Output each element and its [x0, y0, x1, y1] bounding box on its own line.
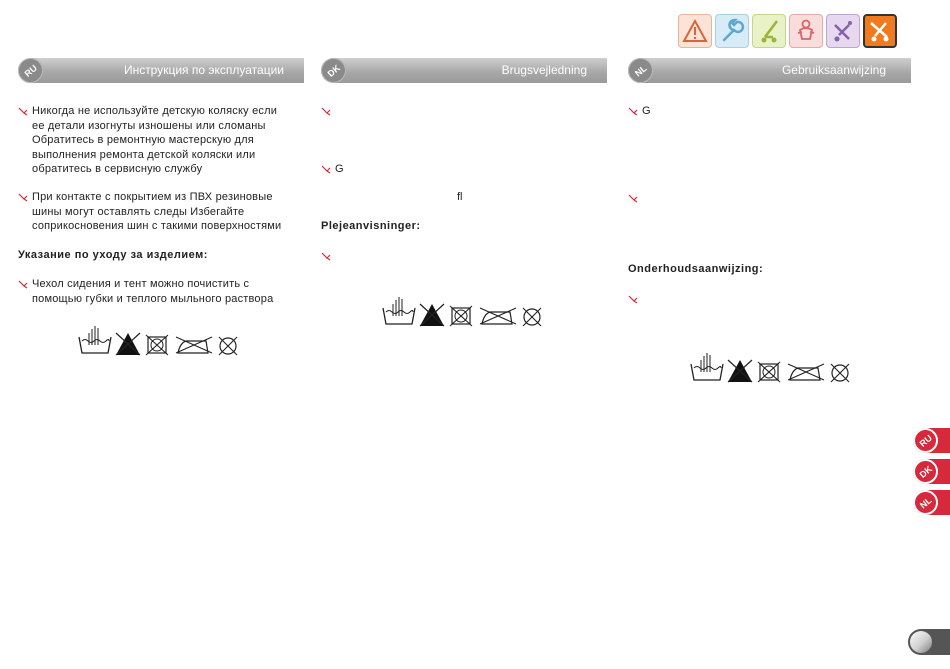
side-tab-ru-label: RU — [908, 423, 943, 458]
side-tab-dk-label: DK — [908, 454, 943, 489]
no-tumble-dry-icon — [146, 335, 168, 355]
baby-icon[interactable] — [789, 14, 823, 48]
arrow-bullet-icon — [321, 251, 331, 261]
care-icon[interactable] — [863, 14, 897, 48]
dk-care-heading: Plejeanvisninger: — [321, 220, 421, 232]
ru-care-symbols — [78, 323, 242, 357]
ru-header-title: Инструкция по эксплуатации — [123, 63, 284, 77]
arrow-bullet-icon — [321, 106, 331, 116]
no-bleach-icon — [420, 304, 444, 326]
hand-wash-icon — [691, 353, 723, 380]
dk-bullet-2 — [321, 162, 615, 177]
ru-bullet-1 — [18, 104, 322, 177]
nl-bullet-1-text: G — [642, 105, 651, 117]
arrow-bullet-icon — [18, 106, 28, 116]
dk-badge: DK — [316, 53, 351, 88]
nl-bullet-1 — [628, 104, 912, 119]
ru-bullet-1-text: Никогда не используйте детскую коляску если ее детали изогнуты изношены или сломаны Обратитесь в ремонтную мастерскую для выполнения ремонта детской коляски или обратитесь в сервисную службу — [32, 105, 278, 175]
warning-icon[interactable] — [678, 14, 712, 48]
side-tab-nl[interactable] — [913, 490, 950, 515]
wrench-icon[interactable] — [715, 14, 749, 48]
arrow-bullet-icon — [18, 192, 28, 202]
ru-bullet-2 — [18, 190, 322, 234]
no-bleach-icon — [728, 360, 752, 382]
no-tumble-dry-icon — [758, 362, 780, 382]
side-tab-nl-label: NL — [908, 485, 943, 520]
arrow-bullet-icon — [628, 106, 638, 116]
fold-icon[interactable] — [826, 14, 860, 48]
no-iron-icon — [788, 364, 824, 380]
no-bleach-icon — [116, 333, 140, 355]
side-tab-dk[interactable] — [913, 459, 950, 484]
no-iron-icon — [176, 337, 212, 353]
arrow-bullet-icon — [628, 193, 638, 203]
ru-bullet-3 — [18, 277, 322, 306]
arrow-bullet-icon — [628, 294, 638, 304]
ru-bullet-3-text: Чехол сидения и тент можно почистить с помощью губки и теплого мыльного раствора — [32, 278, 274, 305]
nl-header-title: Gebruiksaanwijzing — [781, 63, 886, 77]
stroller-icon[interactable] — [752, 14, 786, 48]
nl-badge: NL — [623, 53, 658, 88]
nl-care-heading: Onderhoudsaanwijzing: — [628, 263, 764, 275]
no-dry-clean-icon — [219, 337, 237, 355]
section-icons — [678, 14, 897, 48]
side-tab-ru[interactable] — [913, 428, 950, 453]
ru-badge: RU — [13, 53, 48, 88]
hand-wash-icon — [383, 297, 415, 324]
arrow-bullet-icon — [321, 164, 331, 174]
no-iron-icon — [480, 308, 516, 324]
dk-care-symbols — [382, 294, 546, 328]
no-tumble-dry-icon — [450, 306, 472, 326]
no-dry-clean-icon — [523, 308, 541, 326]
ru-bullet-2-text: При контакте с покрытием из ПВХ резиновые шины могут оставлять следы Избегайте соприкосновения шин с такими поверхностями — [32, 191, 282, 232]
nl-care-symbols — [690, 350, 854, 384]
nl-column-header — [628, 58, 911, 83]
ru-column-header — [18, 58, 304, 83]
dk-column-header — [321, 58, 607, 83]
arrow-bullet-icon — [18, 279, 28, 289]
no-dry-clean-icon — [831, 364, 849, 382]
page-number-tab — [908, 629, 950, 655]
ru-care-heading: Указание по уходу за изделием: — [18, 249, 208, 261]
hand-wash-icon — [79, 326, 111, 353]
dk-bullet-2-text: G — [335, 163, 344, 175]
page-dot-icon — [910, 631, 932, 653]
dk-stray-text: fl — [457, 191, 463, 203]
dk-header-title: Brugsvejledning — [501, 63, 587, 77]
